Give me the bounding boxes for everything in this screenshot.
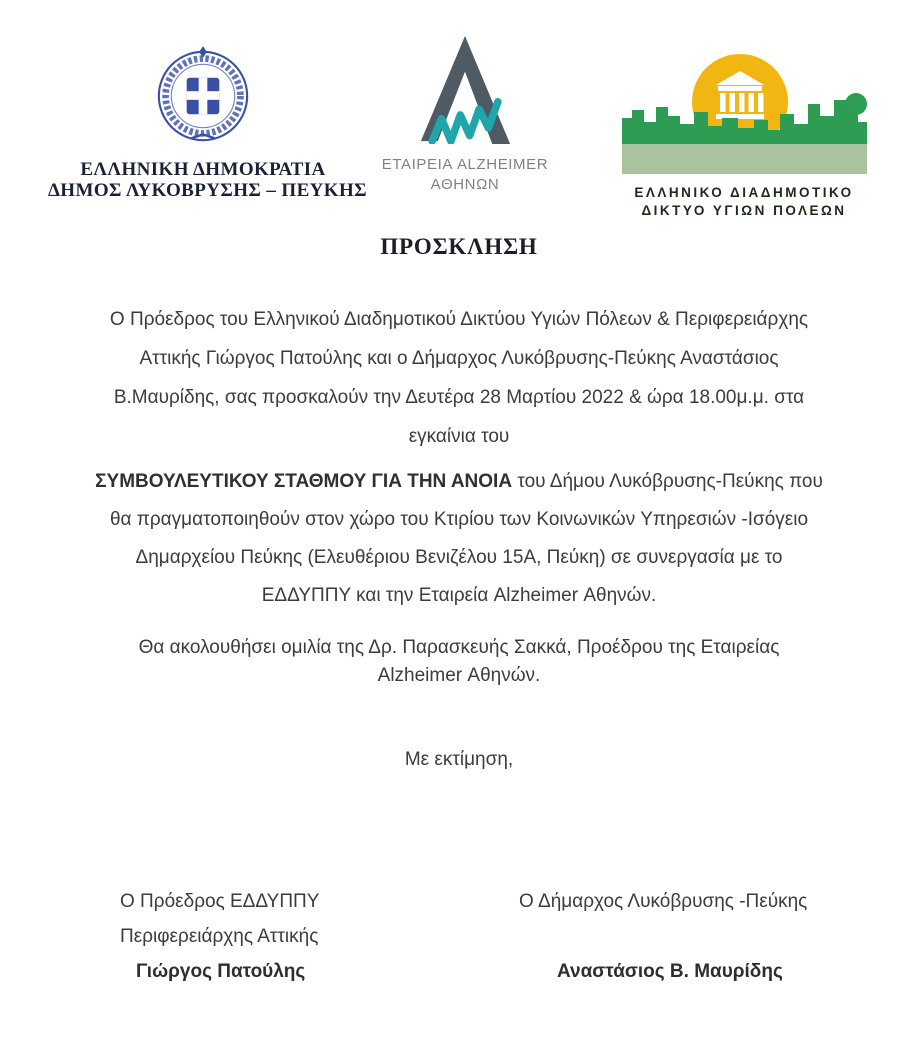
temple-column: [720, 93, 726, 112]
right-org-name-line2: ΔΙΚΤΥΟ ΥΓΙΩΝ ΠΟΛΕΩΝ: [641, 203, 847, 218]
signature-title-line: Περιφερειάρχης Αττικής: [120, 926, 319, 947]
temple-entablature-shape: [718, 86, 762, 91]
healthy-cities-logo-block: [620, 52, 868, 220]
closing-salutation: Με εκτίμηση,: [404, 749, 514, 770]
text-line: ΕΔΔΥΠΠΥ και την Εταιρεία Alzheimer Αθηνών.: [261, 585, 657, 606]
text-line: εγκαίνια του: [408, 426, 510, 447]
signature-name: Αναστάσιος Β. Μαυρίδης: [557, 961, 783, 982]
invitation-paragraph-3: [0, 634, 918, 690]
signature-block-left: [120, 884, 319, 989]
center-org-name-line1: ΕΤΑΙΡΕΙΑ ALZHEIMER: [381, 156, 549, 173]
invitation-paragraph-2: [0, 463, 918, 615]
alzheimer-athens-logo-block: [381, 36, 549, 195]
emblem-cross-horizontal: [187, 91, 220, 100]
text-line: Ο Πρόεδρος του Ελληνικού Διαδημοτικού Δικτύου Υγιών Πόλεων & Περιφερειάρχης: [109, 309, 809, 330]
signature-name: Γιώργος Πατούλης: [136, 961, 306, 982]
text-line: Αττικής Γιώργος Πατούλης και ο Δήμαρχος Λυκόβρυσης-Πεύκης Αναστάσιος: [139, 348, 779, 369]
left-org-name-line1: ΕΛΛΗΝΙΚΗ ΔΗΜΟΚΡΑΤΙΑ: [80, 159, 326, 180]
center-org-name-line2: ΑΘΗΝΩΝ: [430, 176, 500, 193]
text-line: Θα ακολουθήσει ομιλία της Δρ. Παρασκευής Σακκά, Προέδρου της Εταιρείας: [138, 637, 780, 658]
signature-title-line: Ο Δήμαρχος Λυκόβρυσης -Πεύκης: [519, 891, 808, 912]
temple-column: [748, 93, 754, 112]
temple-column: [758, 93, 764, 112]
hellenic-republic-logo-block: [48, 46, 367, 201]
temple-column: [739, 93, 745, 112]
signature-block-right: [519, 884, 807, 989]
text-line: Δημαρχείου Πεύκης (Ελευθέριου Βενιζέλου 15Α, Πεύκη) σε συνεργασία με το: [135, 547, 783, 568]
text-line: [0, 463, 918, 501]
event-name-bold: ΣΥΜΒΟΥΛΕΥΤΙΚΟΥ ΣΤΑΘΜΟΥ ΓΙΑ ΤΗΝ ΑΝΟΙΑ: [95, 471, 513, 492]
alzheimer-athens-logo-icon: [409, 36, 521, 144]
invitation-paragraph-1: [0, 300, 918, 456]
page-title: ΠΡΟΣΚΛΗΣΗ: [380, 234, 538, 259]
text-line: Β.Μαυρίδης, σας προσκαλούν την Δευτέρα 28 Μαρτίου 2022 & ώρα 18.00μ.μ. στα: [113, 387, 805, 408]
right-org-name-line1: ΕΛΛΗΝΙΚΟ ΔΙΑΔΗΜΟΤΙΚΟ: [634, 185, 854, 200]
healthy-cities-logo-icon: [622, 52, 867, 174]
left-org-name-line2: ΔΗΜΟΣ ΛΥΚΟΒΡΥΣΗΣ – ΠΕΥΚΗΣ: [48, 180, 367, 201]
signature-title-line: Ο Πρόεδρος ΕΔΔΥΠΠΥ: [120, 891, 320, 912]
tree-shape: [845, 93, 867, 115]
temple-column: [729, 93, 735, 112]
text-line: Alzheimer Αθηνών.: [377, 665, 541, 686]
hellenic-republic-emblem-icon: [155, 46, 251, 146]
text-line: θα πραγματοποιηθούν στον χώρο του Κτιρίου των Κοινωνικών Υπηρεσιών -Ισόγειο: [109, 509, 809, 530]
text-span: του Δήμου Λυκόβρυσης-Πεύκης που: [512, 471, 823, 492]
